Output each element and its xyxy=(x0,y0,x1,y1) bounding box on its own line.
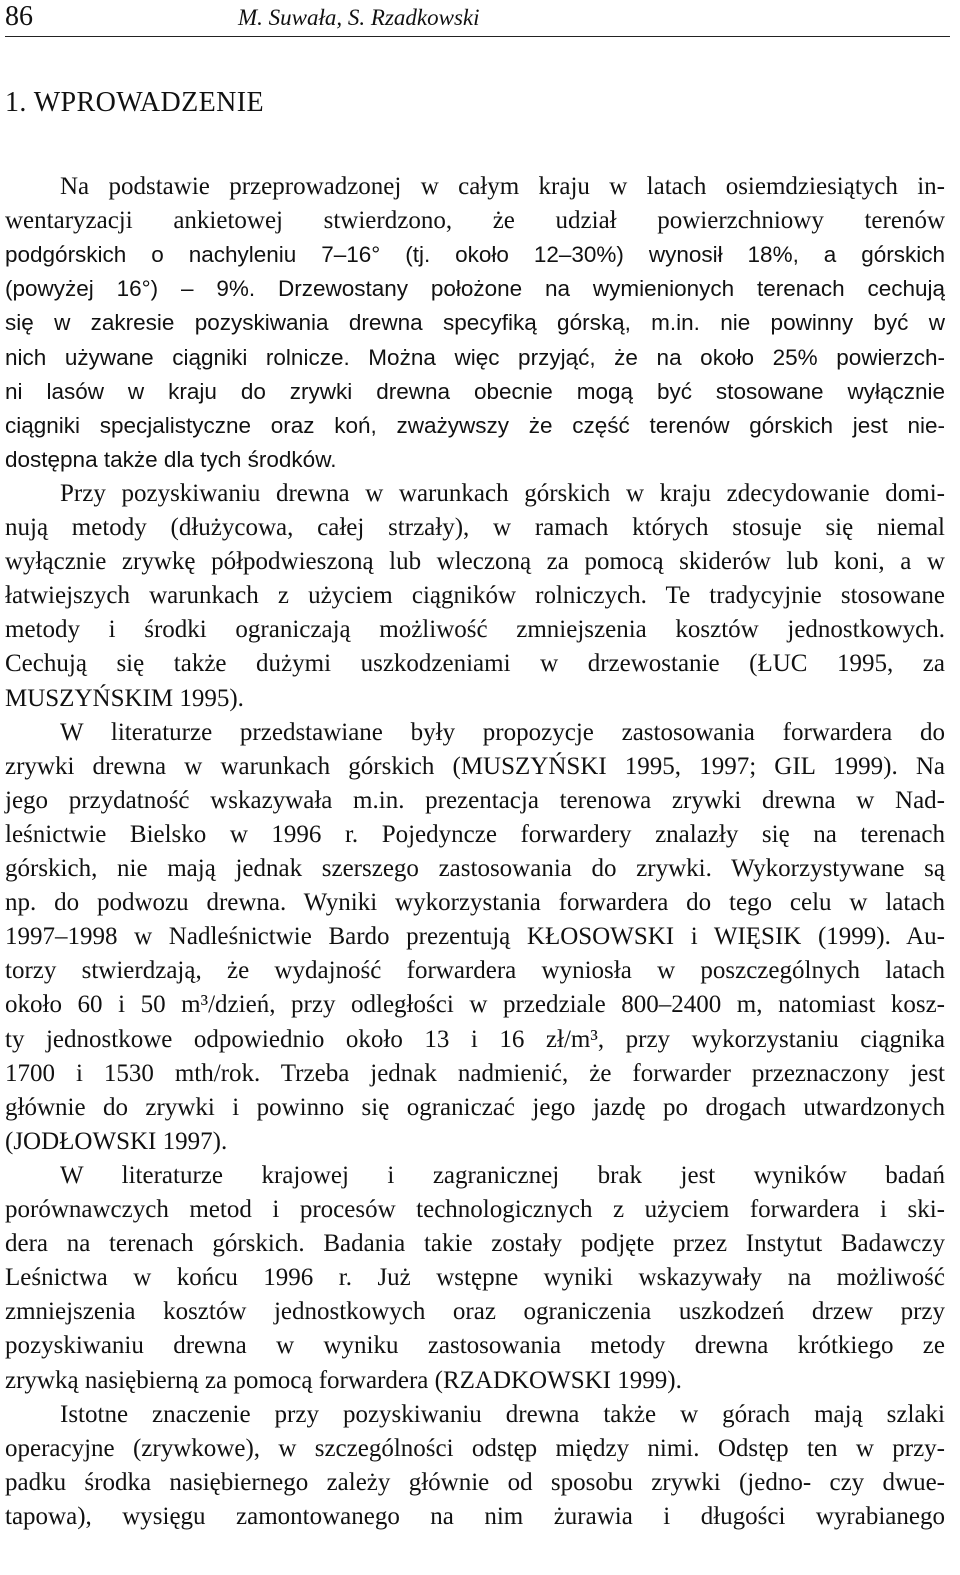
text-line: W literaturze przedstawiane były propozycje zastosowania forwardera do xyxy=(60,718,945,746)
text-line: metody i środki ograniczają możliwość zmniejszenia kosztów jednostkowych. xyxy=(5,616,945,644)
text-line: torzy stwierdzają, że wydajność forwardera wyniosła w poszczególnych latach xyxy=(5,957,945,985)
text-line: (JODŁOWSKI 1997). xyxy=(5,1127,228,1155)
text-line: operacyjne (zrywkowe), w szczególności odstęp między nimi. Odstęp ten w przy- xyxy=(5,1434,945,1462)
text-line: porównawczych metod i procesów technologicznych z użyciem forwardera i ski- xyxy=(5,1196,945,1223)
text-line: zmniejszenia kosztów jednostkowych oraz ograniczenia uszkodzeń drzew przy xyxy=(5,1298,945,1326)
text-line: ni lasów w kraju do zrywki drewna obecnie mogą być stosowane wyłącznie xyxy=(5,378,945,404)
text-line: W literaturze krajowej i zagranicznej brak jest wyników badań xyxy=(60,1161,945,1189)
text-line: 1997–1998 w Nadleśnictwie Bardo prezentują KŁOSOWSKI i WIĘSIK (1999). Au- xyxy=(5,923,945,951)
text-line: zrywki drewna w warunkach górskich (MUSZYŃSKI 1995, 1997; GIL 1999). Na xyxy=(5,752,945,780)
text-line: łatwiejszych warunkach z użyciem ciągników rolniczych. Te tradycyjnie stosowane xyxy=(5,582,945,610)
text-line: leśnictwie Bielsko w 1996 r. Pojedyncze forwardery znalazły się na terenach xyxy=(5,820,945,848)
text-line: dera na terenach górskich. Badania takie zostały podjęte przez Instytut Badawczy xyxy=(5,1230,945,1258)
text-line: zrywką nasiębierną za pomocą forwardera (RZADKOWSKI 1999). xyxy=(5,1366,682,1394)
page-number: 86 xyxy=(5,1,33,32)
text-line: górskich, nie mają jednak szerszego zastosowania do zrywki. Wykorzystywane są xyxy=(5,855,945,882)
text-line: pozyskiwaniu drewna w wyniku zastosowania metody drewna krótkiego ze xyxy=(5,1332,945,1360)
text-line: Leśnictwa w końcu 1996 r. Już wstępne wyniki wskazywały na możliwość xyxy=(5,1264,945,1292)
section-heading: 1. WPROWADZENIE xyxy=(5,87,265,118)
text-line: Przy pozyskiwaniu drewna w warunkach górskich w kraju zdecydowanie domi- xyxy=(60,479,945,507)
text-line: się w zakresie pozyskiwania drewna specyfiką górską, m.in. nie powinny być w xyxy=(5,310,945,336)
text-line: tapowa), wysięgu zamontowanego na nim żurawia i długości wyrabianego xyxy=(5,1502,945,1530)
text-line: MUSZYŃSKIM 1995). xyxy=(5,684,244,712)
text-line: wyłącznie zrywkę półpodwieszoną lub wleczoną za pomocą skiderów lub koni, a w xyxy=(5,548,945,576)
header-rule xyxy=(5,36,950,37)
text-line: podgórskich o nachyleniu 7–16° (tj. około 12–30%) wynosił 18%, a górskich xyxy=(5,242,945,268)
text-line: padku środka nasiębiernego zależy głównie od sposobu zrywki (jedno- czy dwue- xyxy=(5,1468,945,1496)
text-line: ciągniki specjalistyczne oraz koń, zważywszy że część terenów górskich jest nie- xyxy=(5,412,945,438)
text-line: wentaryzacji ankietowej stwierdzono, że udział powierzchniowy terenów xyxy=(5,207,945,235)
text-line: (powyżej 16°) – 9%. Drzewostany położone na wymienionych terenach cechują xyxy=(5,276,945,302)
text-line: nują metody (dłużycowa, całej strzały), w ramach których stosuje się niemal xyxy=(5,514,945,541)
text-line: dostępna także dla tych środków. xyxy=(5,446,337,472)
text-line: np. do podwozu drewna. Wyniki wykorzystania forwardera do tego celu w latach xyxy=(5,889,945,917)
running-title: M. Suwała, S. Rzadkowski xyxy=(238,5,480,30)
text-line: głównie do zrywki i powinno się ograniczać jego jazdę po drogach utwardzonych xyxy=(5,1093,945,1121)
text-line: 1700 i 1530 mth/rok. Trzeba jednak nadmienić, że forwarder przeznaczony jest xyxy=(5,1059,945,1087)
page-header xyxy=(5,0,950,38)
text-line: nich używane ciągniki rolnicze. Można więc przyjąć, że na około 25% powierzch- xyxy=(5,344,945,370)
text-line: Istotne znaczenie przy pozyskiwaniu drewna także w górach mają szlaki xyxy=(60,1400,945,1428)
text-line: Cechują się także dużymi uszkodzeniami w drzewostanie (ŁUC 1995, za xyxy=(5,650,945,678)
text-line: Na podstawie przeprowadzonej w całym kraju w latach osiemdziesiątych in- xyxy=(60,173,945,200)
text-line: jego przydatność wskazywała m.in. prezentacja terenowa zrywki drewna w Nad- xyxy=(5,786,945,814)
text-line: około 60 i 50 m³/dzień, przy odległości w przedziale 800–2400 m, natomiast kosz- xyxy=(5,991,945,1019)
text-line: ty jednostkowe odpowiednio około 13 i 16 zł/m³, przy wykorzystaniu ciągnika xyxy=(5,1025,945,1053)
